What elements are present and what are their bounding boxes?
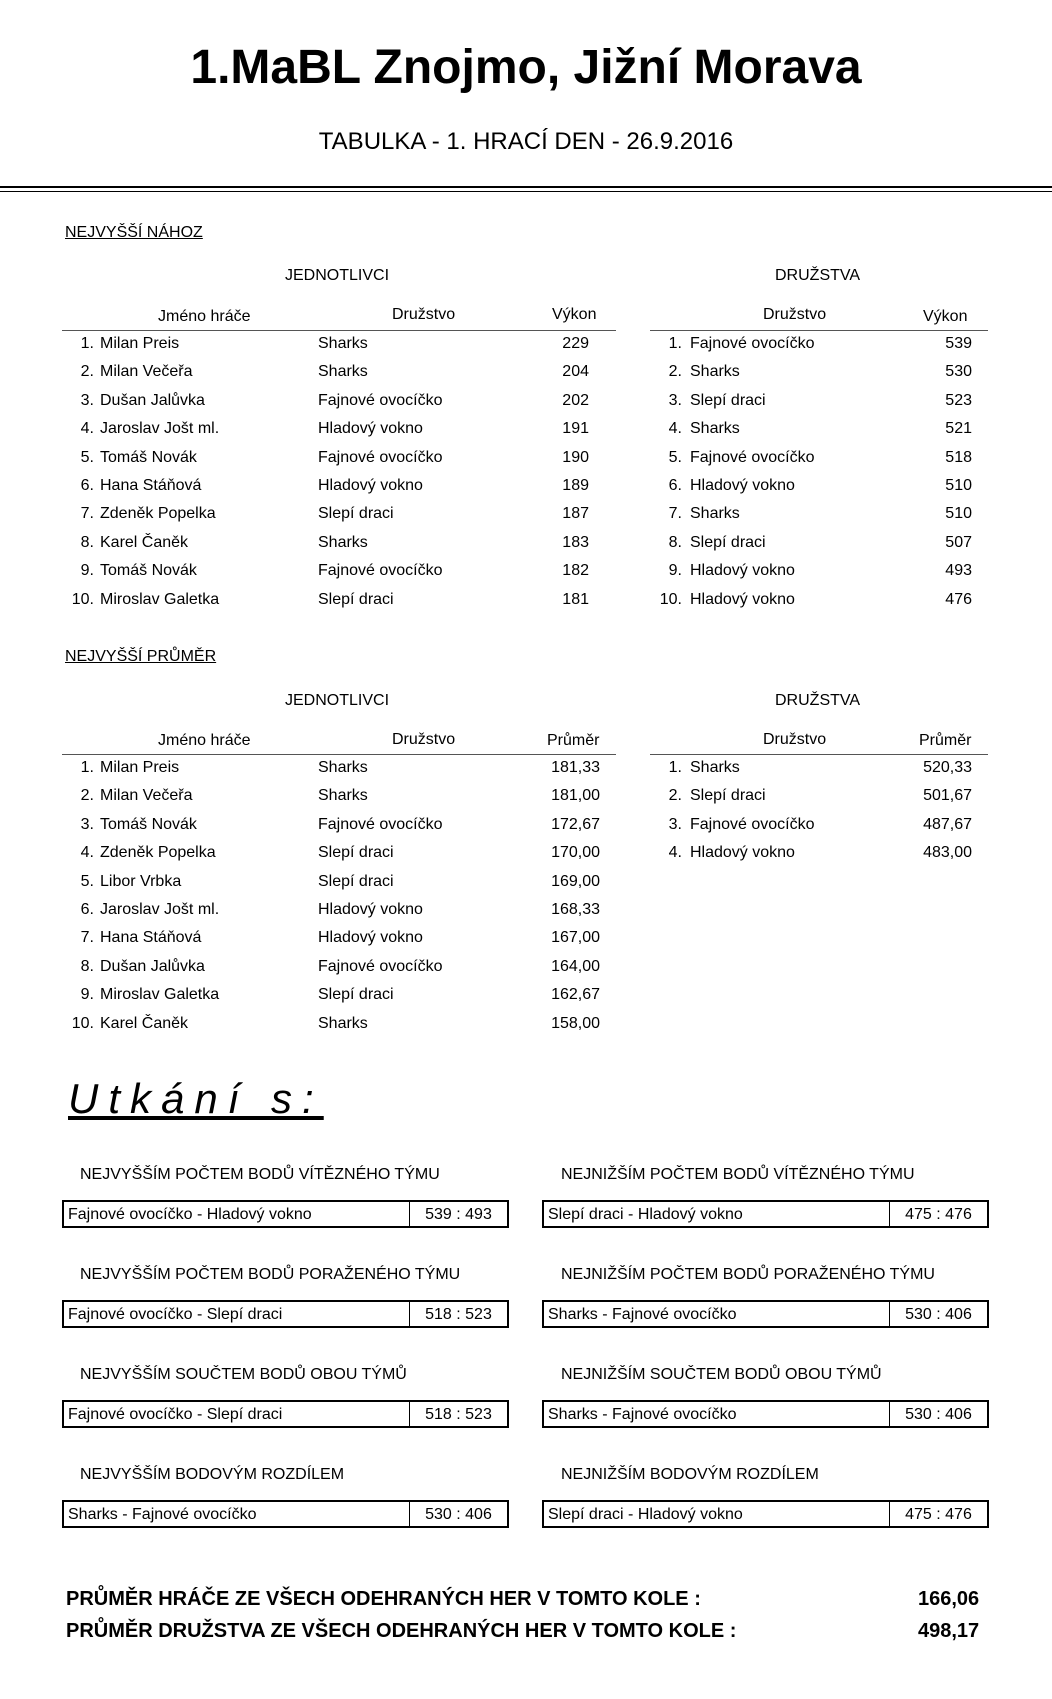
match-category-label: NEJVYŠŠÍM BODOVÝM ROZDÍLEM [80,1466,345,1483]
match-score: 518 : 523 [425,1406,492,1423]
col-header-team: Družstvo [392,731,456,748]
player-name: Libor Vrbka [100,872,182,890]
player-name: Zdeněk Popelka [100,844,216,862]
match-score: 518 : 523 [425,1306,492,1323]
player-name: Dušan Jalůvka [100,391,205,409]
team-name: Hladový vokno [318,477,423,494]
row-rank: 6. [80,901,94,918]
player-name: Jaroslav Jošt ml. [100,420,220,438]
row-rank: 7. [668,505,682,523]
col-header-value: Výkon [923,308,968,325]
match-teams: Fajnové ovocíčko - Hladový vokno [68,1206,312,1223]
table-row [0,924,1052,952]
team-average-label: PRŮMĚR DRUŽSTVA ZE VŠECH ODEHRANÝCH HER V TOMTO KOLE : [66,1620,737,1642]
row-rank: 7. [80,929,94,947]
table-row [0,1010,1052,1038]
row-value: 507 [945,533,972,551]
row-value: 520,33 [923,759,972,776]
row-value: 172,67 [551,815,600,833]
row-rank: 1. [668,759,682,776]
row-value: 169,00 [551,872,600,890]
row-value: 162,67 [551,986,600,1004]
page-subtitle: TABULKA - 1. HRACÍ DEN - 26.9.2016 [318,128,734,155]
player-name: Tomáš Novák [100,562,197,580]
team-name: Fajnové ovocíčko [318,448,443,466]
row-rank: 9. [80,562,94,580]
table-row [0,782,1052,810]
team-name: Sharks [318,533,368,551]
row-value: 523 [945,391,972,409]
col-header-team: Družstvo [763,306,827,323]
row-value: 518 [945,448,972,466]
row-rank: 3. [80,391,94,409]
teams-title: DRUŽSTVA [775,692,861,709]
row-rank: 4. [80,420,94,438]
player-name: Zdeněk Popelka [100,505,216,523]
match-teams: Fajnové ovocíčko - Slepí draci [68,1406,283,1423]
match-score: 530 : 406 [905,1406,972,1423]
match-score: 530 : 406 [425,1506,492,1523]
row-rank: 2. [668,363,682,381]
row-rank: 8. [80,533,94,551]
match-score: 539 : 493 [425,1206,492,1223]
col-header-value: Průměr [547,732,600,749]
match-category-label: NEJNIŽŠÍM SOUČTEM BODŮ OBOU TÝMŮ [561,1366,882,1383]
row-rank: 4. [668,844,682,862]
row-rank: 6. [80,477,94,494]
player-name: Karel Čaněk [100,533,189,551]
table-row [0,387,1052,415]
team-name: Hladový vokno [690,562,795,580]
match-box [542,1300,989,1328]
row-value: 182 [562,562,589,580]
team-name: Fajnové ovocíčko [318,391,443,409]
row-value: 170,00 [551,844,600,862]
team-name: Sharks [318,759,368,776]
row-rank: 8. [668,533,682,551]
individuals-title: JEDNOTLIVCI [285,692,390,709]
match-category-label: NEJVYŠŠÍM POČTEM BODŮ PORAŽENÉHO TÝMU [80,1266,461,1283]
matches-title: Utkání s: [68,1075,324,1122]
team-name: Sharks [690,505,740,523]
player-name: Karel Čaněk [100,1014,189,1032]
match-teams: Slepí draci - Hladový vokno [548,1206,743,1223]
section-title-highest-average: NEJVYŠŠÍ PRŮMĚR [65,648,217,665]
row-rank: 3. [668,391,682,409]
row-value: 530 [945,363,972,381]
table-row [0,330,1052,358]
row-value: 501,67 [923,787,972,805]
team-name: Sharks [318,363,368,381]
team-name: Slepí draci [318,844,394,862]
row-value: 510 [945,477,972,494]
header-divider-thin [0,191,1052,192]
table-row [0,896,1052,924]
row-value: 181,33 [551,759,600,776]
row-rank: 1. [80,759,94,776]
row-rank: 4. [80,844,94,862]
team-name: Slepí draci [318,986,394,1004]
table-row [0,839,1052,867]
row-value: 181 [562,590,589,608]
team-name: Hladový vokno [690,844,795,862]
row-value: 168,33 [551,901,600,918]
row-rank: 1. [668,335,682,352]
row-rank: 5. [668,448,682,466]
page-title: 1.MaBL Znojmo, Jižní Morava [190,41,862,94]
team-average-value: 498,17 [918,1620,980,1642]
row-value: 487,67 [923,815,972,833]
player-name: Milan Preis [100,759,180,776]
header-divider [0,186,1052,188]
table-row [0,444,1052,472]
player-name: Milan Preis [100,335,180,352]
match-category-label: NEJNIŽŠÍM BODOVÝM ROZDÍLEM [561,1466,819,1483]
row-value: 483,00 [923,844,972,862]
col-header-value: Výkon [552,306,597,323]
team-name: Fajnové ovocíčko [318,957,443,975]
row-rank: 5. [80,872,94,890]
team-name: Slepí draci [318,505,394,523]
table-row [0,981,1052,1009]
table-row [0,529,1052,557]
match-box [542,1200,989,1228]
player-name: Hana Stáňová [100,929,202,947]
player-name: Dušan Jalůvka [100,957,205,975]
team-name: Hladový vokno [318,901,423,918]
player-name: Tomáš Novák [100,815,197,833]
table-row [0,811,1052,839]
match-box [62,1300,509,1328]
match-box [62,1500,509,1528]
team-name: Sharks [690,420,740,438]
player-name: Jaroslav Jošt ml. [100,901,220,918]
row-value: 187 [562,505,589,523]
team-name: Sharks [690,759,740,776]
team-name: Sharks [690,363,740,381]
team-name: Fajnové ovocíčko [690,815,815,833]
row-value: 191 [562,420,589,438]
row-value: 510 [945,505,972,523]
team-name: Hladový vokno [318,420,423,438]
row-rank: 6. [668,477,682,494]
row-value: 189 [562,477,589,494]
match-box [62,1200,509,1228]
table-row [0,868,1052,896]
team-name: Fajnové ovocíčko [690,335,815,352]
team-name: Slepí draci [318,872,394,890]
row-value: 181,00 [551,787,600,805]
row-rank: 1. [80,335,94,352]
team-name: Fajnové ovocíčko [690,448,815,466]
row-rank: 10. [71,1014,94,1032]
match-box [542,1500,989,1528]
team-name: Sharks [318,335,368,352]
team-name: Slepí draci [690,533,766,551]
row-value: 164,00 [551,957,600,975]
row-rank: 2. [80,363,94,381]
row-value: 493 [945,562,972,580]
match-category-label: NEJNIŽŠÍM POČTEM BODŮ PORAŽENÉHO TÝMU [561,1266,935,1283]
team-name: Sharks [318,1014,368,1032]
row-rank: 9. [80,986,94,1004]
row-rank: 8. [80,957,94,975]
table-row [0,472,1052,500]
row-rank: 2. [80,787,94,805]
col-header-value: Průměr [919,732,972,749]
team-name: Fajnové ovocíčko [318,815,443,833]
row-rank: 10. [659,590,682,608]
match-box [62,1400,509,1428]
team-name: Hladový vokno [318,929,423,947]
match-teams: Slepí draci - Hladový vokno [548,1506,743,1523]
player-name: Milan Večeřa [100,787,193,805]
table-row [0,586,1052,614]
table-row [0,953,1052,981]
row-rank: 5. [80,448,94,466]
row-value: 476 [945,590,972,608]
section-title-highest-roll: NEJVYŠŠÍ NÁHOZ [65,224,203,241]
match-category-label: NEJVYŠŠÍM POČTEM BODŮ VÍTĚZNÉHO TÝMU [80,1166,440,1183]
row-value: 167,00 [551,929,600,947]
individuals-title: JEDNOTLIVCI [285,267,390,284]
row-rank: 9. [668,562,682,580]
row-value: 229 [562,335,589,352]
match-teams: Sharks - Fajnové ovocíčko [548,1306,737,1323]
team-name: Sharks [318,787,368,805]
team-name: Slepí draci [690,391,766,409]
teams-title: DRUŽSTVA [775,267,861,284]
row-value: 202 [562,391,589,409]
col-header-name: Jméno hráče [158,732,251,749]
player-name: Miroslav Galetka [100,590,220,608]
table-row [0,415,1052,443]
row-rank: 2. [668,787,682,805]
match-category-label: NEJVYŠŠÍM SOUČTEM BODŮ OBOU TÝMŮ [80,1366,407,1383]
player-average-label: PRŮMĚR HRÁČE ZE VŠECH ODEHRANÝCH HER V TOMTO KOLE : [66,1588,701,1610]
team-name: Slepí draci [690,787,766,805]
match-score: 530 : 406 [905,1306,972,1323]
match-score: 475 : 476 [905,1506,972,1523]
match-score: 475 : 476 [905,1206,972,1223]
col-header-team: Družstvo [392,306,456,323]
match-teams: Fajnové ovocíčko - Slepí draci [68,1306,283,1323]
row-value: 521 [945,420,972,438]
player-average-value: 166,06 [918,1588,980,1610]
player-name: Milan Večeřa [100,363,193,381]
row-value: 190 [562,448,589,466]
match-box [542,1400,989,1428]
row-value: 539 [945,335,972,352]
row-value: 158,00 [551,1014,600,1032]
col-header-name: Jméno hráče [158,308,251,325]
table-row [0,557,1052,585]
row-rank: 4. [668,420,682,438]
table-row [0,500,1052,528]
row-rank: 3. [80,815,94,833]
match-category-label: NEJNIŽŠÍM POČTEM BODŮ VÍTĚZNÉHO TÝMU [561,1166,915,1183]
row-rank: 3. [668,815,682,833]
team-name: Hladový vokno [690,590,795,608]
row-rank: 7. [80,505,94,523]
row-value: 204 [562,363,589,381]
col-header-team: Družstvo [763,731,827,748]
team-name: Slepí draci [318,590,394,608]
player-name: Hana Stáňová [100,477,202,494]
team-name: Hladový vokno [690,477,795,494]
player-name: Tomáš Novák [100,448,197,466]
table-row [0,358,1052,386]
row-value: 183 [562,533,589,551]
player-name: Miroslav Galetka [100,986,220,1004]
table-row [0,754,1052,782]
match-teams: Sharks - Fajnové ovocíčko [548,1406,737,1423]
row-rank: 10. [71,590,94,608]
match-teams: Sharks - Fajnové ovocíčko [68,1506,257,1523]
team-name: Fajnové ovocíčko [318,562,443,580]
